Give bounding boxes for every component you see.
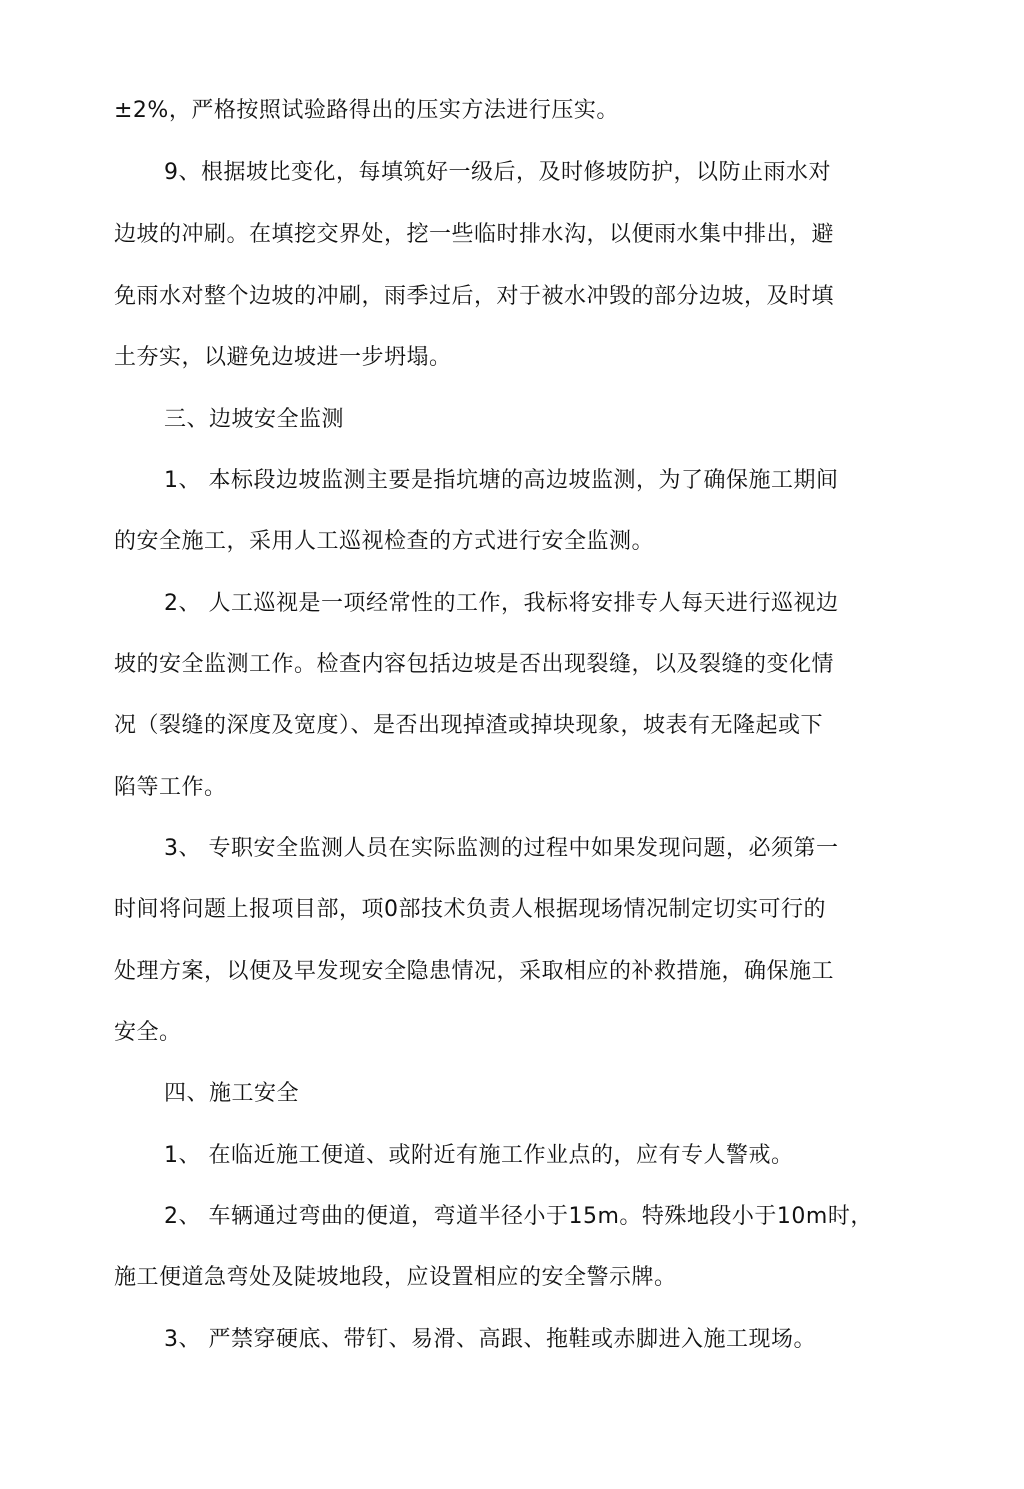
- paragraph-line: 陷等工作。: [114, 775, 227, 800]
- paragraph-line: 2、 车辆通过弯曲的便道，弯道半径小于15m。特殊地段小于10m时，: [164, 1204, 873, 1229]
- paragraph-line: 土夯实，以避免边坡进一步坍塌。: [114, 345, 452, 370]
- paragraph-line: 1、 本标段边坡监测主要是指坑塘的高边坡监测，为了确保施工期间: [164, 468, 839, 493]
- paragraph-line: 边坡的冲刷。在填挖交界处，挖一些临时排水沟，以便雨水集中排出，避: [114, 222, 835, 247]
- paragraph-line: 2、 人工巡视是一项经常性的工作，我标将安排专人每天进行巡视边: [164, 591, 839, 616]
- paragraph-line: 的安全施工，采用人工巡视检查的方式进行安全监测。: [114, 529, 655, 554]
- paragraph-line: 施工便道急弯处及陡坡地段，应设置相应的安全警示牌。: [114, 1265, 677, 1290]
- paragraph-line: 况（裂缝的深度及宽度）、是否出现掉渣或掉块现象，坡表有无隆起或下: [114, 713, 824, 738]
- paragraph-line: 1、 在临近施工便道、或附近有施工作业点的，应有专人警戒。: [164, 1143, 794, 1168]
- section-heading: 三、边坡安全监测: [164, 407, 345, 432]
- paragraph-line: 处理方案，以便及早发现安全隐患情况，采取相应的补救措施，确保施工: [114, 959, 835, 984]
- paragraph-line: 坡的安全监测工作。检查内容包括边坡是否出现裂缝，以及裂缝的变化情: [114, 652, 835, 677]
- paragraph-line: 9、根据坡比变化，每填筑好一级后，及时修坡防护，以防止雨水对: [164, 160, 831, 185]
- paragraph-line: 免雨水对整个边坡的冲刷，雨季过后，对于被水冲毁的部分边坡，及时填: [114, 284, 835, 309]
- paragraph-line: 时间将问题上报项目部，项0部技术负责人根据现场情况制定切实可行的: [114, 897, 826, 922]
- paragraph-line: ±2%，严格按照试验路得出的压实方法进行压实。: [114, 98, 619, 123]
- section-heading: 四、施工安全: [164, 1081, 300, 1106]
- paragraph-line: 3、 专职安全监测人员在实际监测的过程中如果发现问题，必须第一: [164, 836, 839, 861]
- paragraph-line: 3、 严禁穿硬底、带钉、易滑、高跟、拖鞋或赤脚进入施工现场。: [164, 1327, 816, 1352]
- paragraph-line: 安全。: [114, 1020, 182, 1045]
